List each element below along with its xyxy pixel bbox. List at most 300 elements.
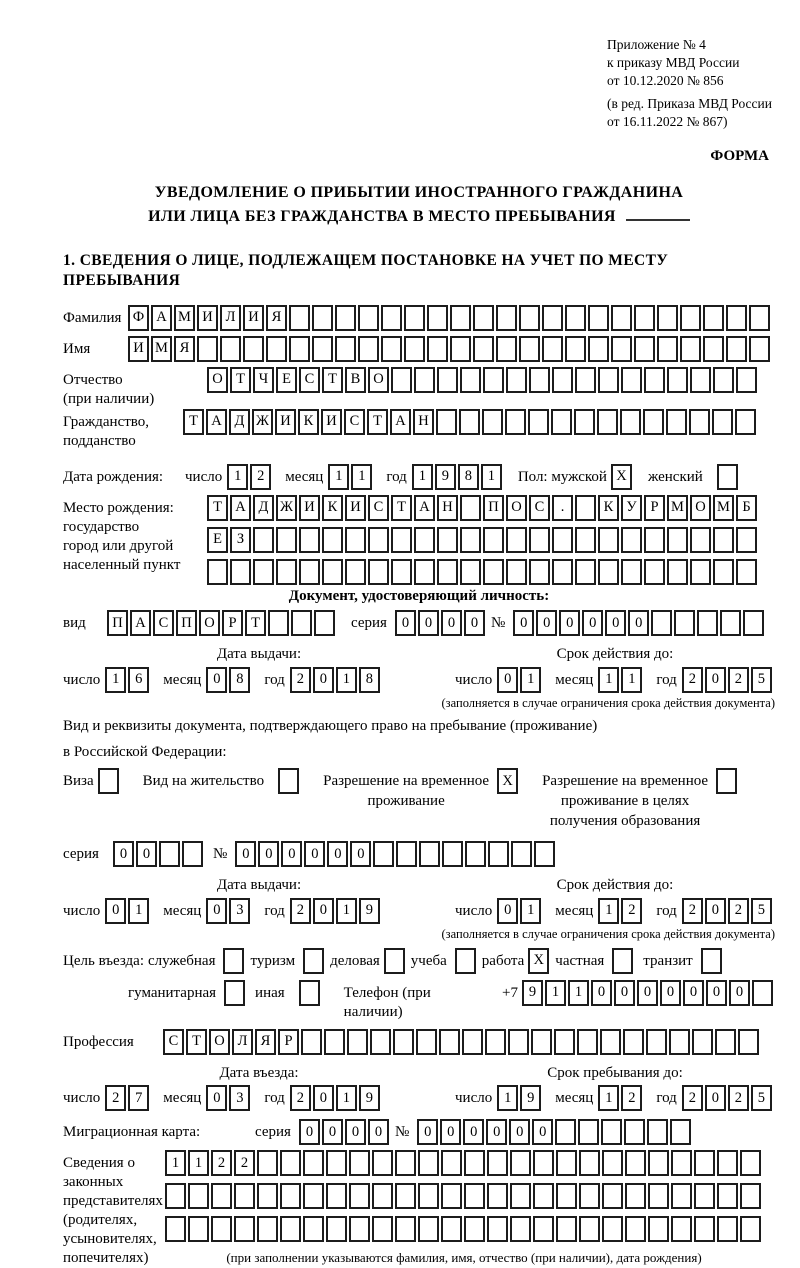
char-cell[interactable] [529,527,550,553]
char-cell[interactable]: 2 [250,464,271,490]
char-cell[interactable]: О [207,367,228,393]
char-cell[interactable] [602,1183,623,1209]
char-cell[interactable] [345,527,366,553]
char-cell[interactable] [473,305,494,331]
char-cell[interactable]: К [598,495,619,521]
char-cell[interactable] [496,305,517,331]
char-cell[interactable] [575,559,596,585]
char-cell[interactable] [437,559,458,585]
char-cell[interactable] [487,1150,508,1176]
char-cell[interactable]: 8 [229,667,250,693]
char-cell[interactable]: И [321,409,342,435]
char-cell[interactable] [703,305,724,331]
char-cell[interactable]: 0 [113,841,134,867]
char-cell[interactable] [726,305,747,331]
char-cell[interactable] [690,367,711,393]
char-cell[interactable] [211,1183,232,1209]
char-cell[interactable] [579,1150,600,1176]
char-cell[interactable]: С [299,367,320,393]
char-cell[interactable]: К [298,409,319,435]
char-cell[interactable] [611,336,632,362]
char-cell[interactable]: 2 [682,898,703,924]
char-cell[interactable] [738,1029,759,1055]
char-cell[interactable] [621,527,642,553]
char-cell[interactable] [460,527,481,553]
purpose-private-checkbox[interactable] [612,948,633,974]
char-cell[interactable]: 0 [705,898,726,924]
char-cell[interactable]: 2 [105,1085,126,1111]
char-cell[interactable] [703,336,724,362]
char-cell[interactable] [712,409,733,435]
char-cell[interactable] [450,336,471,362]
char-cell[interactable]: У [621,495,642,521]
char-cell[interactable] [257,1183,278,1209]
char-cell[interactable]: 2 [728,667,749,693]
char-cell[interactable]: 0 [513,610,534,636]
char-cell[interactable]: Т [367,409,388,435]
char-cell[interactable] [488,841,509,867]
char-cell[interactable] [395,1183,416,1209]
char-cell[interactable] [299,527,320,553]
char-cell[interactable] [736,367,757,393]
char-cell[interactable] [483,367,504,393]
char-cell[interactable]: 0 [441,610,462,636]
char-cell[interactable] [372,1183,393,1209]
char-cell[interactable]: 2 [728,1085,749,1111]
char-cell[interactable] [462,1029,483,1055]
char-cell[interactable]: 0 [395,610,416,636]
char-cell[interactable] [579,1216,600,1242]
char-cell[interactable]: 0 [497,898,518,924]
char-cell[interactable] [506,367,527,393]
char-cell[interactable] [588,336,609,362]
char-cell[interactable]: 0 [418,610,439,636]
char-cell[interactable] [657,305,678,331]
char-cell[interactable] [752,980,773,1006]
char-cell[interactable] [404,305,425,331]
char-cell[interactable] [418,1216,439,1242]
char-cell[interactable] [697,610,718,636]
char-cell[interactable]: 1 [568,980,589,1006]
char-cell[interactable] [647,1119,668,1145]
char-cell[interactable] [299,559,320,585]
char-cell[interactable]: 5 [751,1085,772,1111]
char-cell[interactable] [667,559,688,585]
char-cell[interactable]: 0 [368,1119,389,1145]
char-cell[interactable]: С [163,1029,184,1055]
char-cell[interactable]: И [299,495,320,521]
char-cell[interactable]: 1 [412,464,433,490]
char-cell[interactable] [253,527,274,553]
char-cell[interactable] [393,1029,414,1055]
char-cell[interactable] [303,1216,324,1242]
char-cell[interactable] [460,495,481,521]
char-cell[interactable] [749,336,770,362]
char-cell[interactable] [437,527,458,553]
char-cell[interactable] [556,1183,577,1209]
char-cell[interactable] [510,1150,531,1176]
char-cell[interactable] [381,336,402,362]
char-cell[interactable] [511,841,532,867]
char-cell[interactable] [483,527,504,553]
char-cell[interactable] [670,1119,691,1145]
char-cell[interactable] [207,559,228,585]
char-cell[interactable] [289,336,310,362]
char-cell[interactable] [529,559,550,585]
char-cell[interactable]: 0 [464,610,485,636]
char-cell[interactable]: Я [266,305,287,331]
char-cell[interactable] [427,336,448,362]
char-cell[interactable]: 0 [206,667,227,693]
char-cell[interactable]: Н [437,495,458,521]
char-cell[interactable] [602,1150,623,1176]
char-cell[interactable] [368,559,389,585]
char-cell[interactable] [694,1216,715,1242]
char-cell[interactable] [197,336,218,362]
char-cell[interactable] [257,1150,278,1176]
purpose-transit-checkbox[interactable] [701,948,722,974]
char-cell[interactable]: Т [322,367,343,393]
char-cell[interactable] [740,1216,761,1242]
char-cell[interactable]: 5 [751,898,772,924]
char-cell[interactable]: Т [186,1029,207,1055]
char-cell[interactable] [234,1216,255,1242]
char-cell[interactable] [644,559,665,585]
purpose-humanitarian-checkbox[interactable] [224,980,245,1006]
char-cell[interactable] [601,1119,622,1145]
char-cell[interactable] [533,1150,554,1176]
char-cell[interactable] [694,1150,715,1176]
char-cell[interactable]: 2 [234,1150,255,1176]
char-cell[interactable] [620,409,641,435]
char-cell[interactable] [692,1029,713,1055]
char-cell[interactable] [370,1029,391,1055]
char-cell[interactable]: 1 [598,898,619,924]
char-cell[interactable]: Д [253,495,274,521]
char-cell[interactable]: Ч [253,367,274,393]
char-cell[interactable] [487,1216,508,1242]
char-cell[interactable] [598,559,619,585]
char-cell[interactable] [464,1183,485,1209]
char-cell[interactable]: 1 [497,1085,518,1111]
char-cell[interactable]: Л [232,1029,253,1055]
char-cell[interactable]: 1 [188,1150,209,1176]
char-cell[interactable] [510,1183,531,1209]
char-cell[interactable] [575,495,596,521]
char-cell[interactable] [464,1150,485,1176]
char-cell[interactable] [565,305,586,331]
char-cell[interactable] [552,367,573,393]
char-cell[interactable]: 0 [417,1119,438,1145]
char-cell[interactable] [657,336,678,362]
char-cell[interactable] [621,367,642,393]
char-cell[interactable] [717,1216,738,1242]
char-cell[interactable] [396,841,417,867]
char-cell[interactable]: Т [183,409,204,435]
char-cell[interactable]: Я [255,1029,276,1055]
char-cell[interactable]: О [209,1029,230,1055]
char-cell[interactable] [326,1150,347,1176]
char-cell[interactable] [324,1029,345,1055]
char-cell[interactable]: Н [413,409,434,435]
char-cell[interactable]: 0 [497,667,518,693]
char-cell[interactable] [505,409,526,435]
char-cell[interactable] [634,305,655,331]
char-cell[interactable] [465,841,486,867]
char-cell[interactable]: Е [207,527,228,553]
char-cell[interactable] [575,367,596,393]
char-cell[interactable] [680,336,701,362]
char-cell[interactable] [634,336,655,362]
purpose-business-checkbox[interactable] [384,948,405,974]
residence-permit-checkbox[interactable] [278,768,299,794]
char-cell[interactable] [427,305,448,331]
char-cell[interactable] [600,1029,621,1055]
char-cell[interactable]: С [153,610,174,636]
char-cell[interactable] [519,305,540,331]
title-blank-line[interactable] [626,205,690,221]
char-cell[interactable]: 1 [165,1150,186,1176]
char-cell[interactable]: 2 [290,1085,311,1111]
char-cell[interactable] [234,1183,255,1209]
char-cell[interactable]: Л [220,305,241,331]
char-cell[interactable]: 0 [559,610,580,636]
char-cell[interactable] [667,367,688,393]
char-cell[interactable] [326,1183,347,1209]
char-cell[interactable] [414,367,435,393]
char-cell[interactable] [414,527,435,553]
char-cell[interactable] [646,1029,667,1055]
char-cell[interactable] [735,409,756,435]
char-cell[interactable]: Я [174,336,195,362]
char-cell[interactable]: 0 [463,1119,484,1145]
char-cell[interactable]: С [344,409,365,435]
char-cell[interactable]: 0 [440,1119,461,1145]
char-cell[interactable] [508,1029,529,1055]
char-cell[interactable]: 2 [211,1150,232,1176]
char-cell[interactable] [368,527,389,553]
char-cell[interactable] [578,1119,599,1145]
char-cell[interactable]: 1 [351,464,372,490]
char-cell[interactable] [531,1029,552,1055]
char-cell[interactable]: 0 [605,610,626,636]
char-cell[interactable] [404,336,425,362]
char-cell[interactable] [534,841,555,867]
char-cell[interactable] [715,1029,736,1055]
char-cell[interactable] [529,367,550,393]
char-cell[interactable] [414,559,435,585]
char-cell[interactable]: 0 [705,1085,726,1111]
char-cell[interactable]: О [690,495,711,521]
char-cell[interactable]: 1 [227,464,248,490]
char-cell[interactable]: 1 [621,667,642,693]
char-cell[interactable] [671,1216,692,1242]
char-cell[interactable] [276,527,297,553]
char-cell[interactable] [598,527,619,553]
char-cell[interactable] [542,336,563,362]
char-cell[interactable] [533,1216,554,1242]
char-cell[interactable] [671,1183,692,1209]
purpose-official-checkbox[interactable] [223,948,244,974]
char-cell[interactable] [623,1029,644,1055]
char-cell[interactable] [556,1150,577,1176]
char-cell[interactable] [717,1183,738,1209]
char-cell[interactable]: П [107,610,128,636]
char-cell[interactable] [577,1029,598,1055]
char-cell[interactable] [519,336,540,362]
char-cell[interactable] [159,841,180,867]
char-cell[interactable] [416,1029,437,1055]
char-cell[interactable] [312,336,333,362]
sex-male-checkbox[interactable]: X [611,464,632,490]
char-cell[interactable] [666,409,687,435]
char-cell[interactable] [556,1216,577,1242]
char-cell[interactable]: 0 [322,1119,343,1145]
char-cell[interactable] [473,336,494,362]
char-cell[interactable]: 0 [532,1119,553,1145]
char-cell[interactable] [506,527,527,553]
char-cell[interactable]: 6 [128,667,149,693]
char-cell[interactable]: Т [245,610,266,636]
char-cell[interactable]: 2 [621,1085,642,1111]
char-cell[interactable] [694,1183,715,1209]
char-cell[interactable]: 0 [345,1119,366,1145]
char-cell[interactable] [717,1150,738,1176]
purpose-study-checkbox[interactable] [455,948,476,974]
char-cell[interactable]: 1 [481,464,502,490]
char-cell[interactable] [487,1183,508,1209]
char-cell[interactable] [442,841,463,867]
char-cell[interactable] [671,1150,692,1176]
char-cell[interactable] [335,305,356,331]
char-cell[interactable] [441,1150,462,1176]
purpose-work-checkbox[interactable]: X [528,948,549,974]
char-cell[interactable] [624,1119,645,1145]
char-cell[interactable]: 7 [128,1085,149,1111]
char-cell[interactable] [303,1150,324,1176]
char-cell[interactable]: Т [391,495,412,521]
char-cell[interactable] [395,1150,416,1176]
char-cell[interactable] [381,305,402,331]
char-cell[interactable] [188,1216,209,1242]
char-cell[interactable] [690,527,711,553]
char-cell[interactable]: 1 [336,1085,357,1111]
visa-checkbox[interactable] [98,768,119,794]
char-cell[interactable]: 0 [258,841,279,867]
char-cell[interactable]: М [667,495,688,521]
char-cell[interactable]: Ж [276,495,297,521]
char-cell[interactable] [450,305,471,331]
char-cell[interactable] [345,559,366,585]
char-cell[interactable] [280,1150,301,1176]
char-cell[interactable]: М [174,305,195,331]
char-cell[interactable]: И [243,305,264,331]
char-cell[interactable] [482,409,503,435]
char-cell[interactable]: 0 [313,898,334,924]
char-cell[interactable]: 0 [582,610,603,636]
char-cell[interactable] [749,305,770,331]
char-cell[interactable]: 1 [328,464,349,490]
char-cell[interactable]: 9 [522,980,543,1006]
char-cell[interactable] [740,1150,761,1176]
char-cell[interactable]: 1 [128,898,149,924]
char-cell[interactable] [713,559,734,585]
char-cell[interactable]: 2 [290,898,311,924]
char-cell[interactable] [257,1216,278,1242]
char-cell[interactable] [496,336,517,362]
char-cell[interactable]: 0 [486,1119,507,1145]
char-cell[interactable] [551,409,572,435]
char-cell[interactable] [643,409,664,435]
char-cell[interactable]: 1 [598,1085,619,1111]
char-cell[interactable]: Р [278,1029,299,1055]
char-cell[interactable] [552,559,573,585]
char-cell[interactable]: 0 [105,898,126,924]
char-cell[interactable] [372,1216,393,1242]
char-cell[interactable] [358,336,379,362]
char-cell[interactable]: М [713,495,734,521]
char-cell[interactable]: 2 [682,1085,703,1111]
char-cell[interactable]: И [345,495,366,521]
char-cell[interactable] [391,559,412,585]
char-cell[interactable] [483,559,504,585]
char-cell[interactable]: Р [644,495,665,521]
char-cell[interactable]: 0 [536,610,557,636]
char-cell[interactable] [625,1216,646,1242]
char-cell[interactable]: О [506,495,527,521]
char-cell[interactable]: 1 [598,667,619,693]
char-cell[interactable]: 0 [299,1119,320,1145]
char-cell[interactable]: Д [229,409,250,435]
char-cell[interactable]: 1 [545,980,566,1006]
char-cell[interactable]: 1 [336,667,357,693]
char-cell[interactable] [736,559,757,585]
char-cell[interactable] [552,527,573,553]
char-cell[interactable] [372,1150,393,1176]
char-cell[interactable]: 0 [206,1085,227,1111]
char-cell[interactable]: 2 [728,898,749,924]
char-cell[interactable]: Б [736,495,757,521]
char-cell[interactable] [644,367,665,393]
char-cell[interactable]: 5 [751,667,772,693]
char-cell[interactable]: 9 [359,1085,380,1111]
char-cell[interactable] [689,409,710,435]
char-cell[interactable] [460,367,481,393]
char-cell[interactable]: 2 [682,667,703,693]
char-cell[interactable]: 0 [729,980,750,1006]
char-cell[interactable] [510,1216,531,1242]
char-cell[interactable] [349,1183,370,1209]
char-cell[interactable] [418,1150,439,1176]
purpose-other-checkbox[interactable] [299,980,320,1006]
char-cell[interactable]: Т [207,495,228,521]
char-cell[interactable] [441,1216,462,1242]
char-cell[interactable] [165,1183,186,1209]
temp-residence-checkbox[interactable]: X [497,768,518,794]
char-cell[interactable]: 0 [683,980,704,1006]
char-cell[interactable]: О [368,367,389,393]
char-cell[interactable] [713,367,734,393]
char-cell[interactable] [437,367,458,393]
char-cell[interactable]: П [483,495,504,521]
char-cell[interactable] [579,1183,600,1209]
char-cell[interactable] [459,409,480,435]
char-cell[interactable]: Ф [128,305,149,331]
char-cell[interactable] [597,409,618,435]
char-cell[interactable] [506,559,527,585]
char-cell[interactable]: И [128,336,149,362]
char-cell[interactable] [740,1183,761,1209]
